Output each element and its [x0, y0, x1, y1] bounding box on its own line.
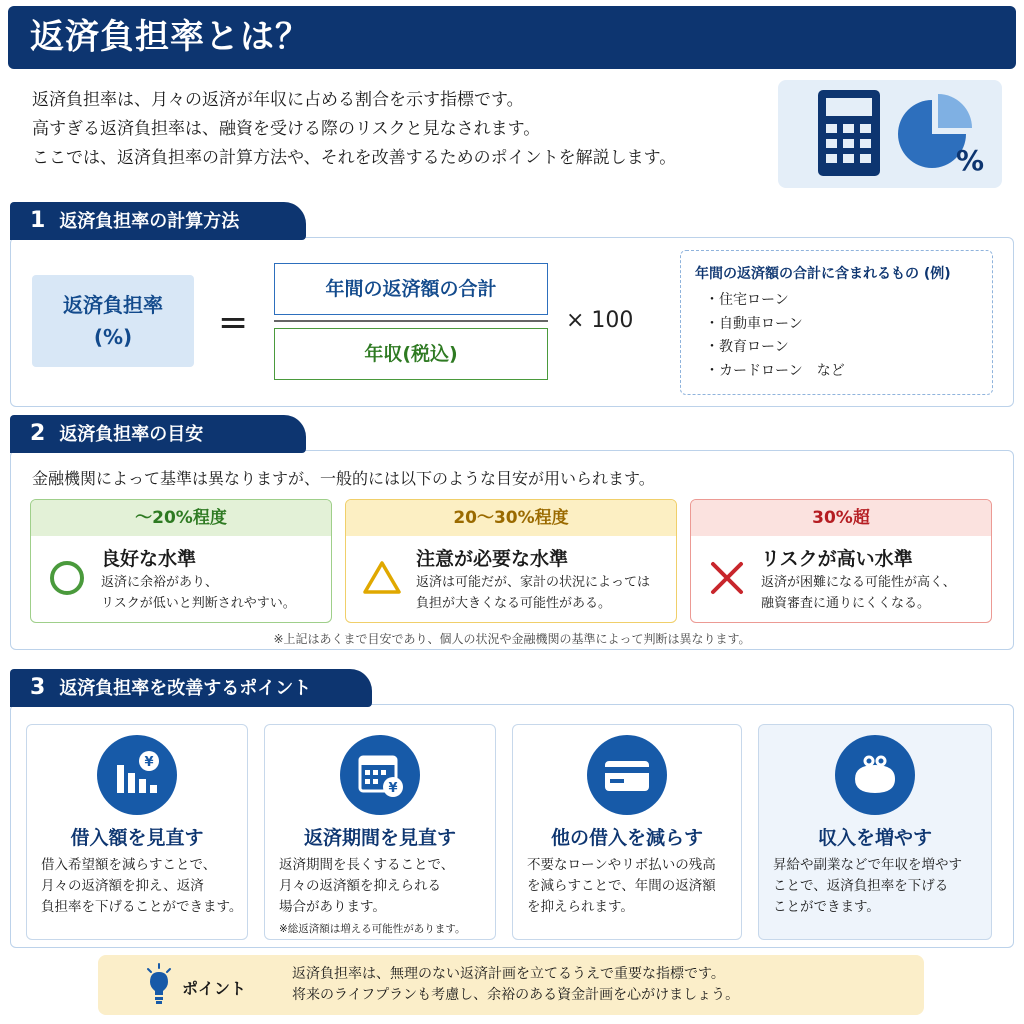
- tip-title: 他の借入を減らす: [550, 827, 703, 849]
- tip-title: 返済期間を見直す: [303, 827, 456, 849]
- level-card-caution: [345, 499, 677, 623]
- tip-line: 返済期間を長くすることで、: [279, 857, 455, 873]
- intro-illustration: [778, 80, 1002, 188]
- level-desc-line: 返済は可能だが、家計の状況によっては: [416, 575, 651, 590]
- triangle-icon: [362, 558, 402, 598]
- tip-title: 借入額を見直す: [70, 827, 204, 849]
- tip-line: 昇給や副業などで年収を増やす: [773, 857, 962, 873]
- guideline-lead: 金融機関によって基準は異なりますが、一般的には以下のような目安が用いられます。: [32, 469, 655, 488]
- formula-numerator: 年間の返済額の合計: [274, 263, 548, 315]
- tip-card: [264, 724, 496, 940]
- tip-line: 負担率を下げることができます。: [41, 899, 243, 915]
- section-heading-3: [10, 669, 372, 707]
- page-title: 返済負担率とは？: [8, 6, 1016, 69]
- tip-line: 月々の返済額を抑えられる: [279, 878, 441, 894]
- coin-purse-icon: [835, 735, 915, 815]
- tip-line: 月々の返済額を抑え、返済: [41, 878, 204, 894]
- list-item: ・住宅ローン: [705, 292, 789, 308]
- level-range: 〜20%程度: [31, 500, 331, 536]
- examples-list: [695, 289, 978, 383]
- level-title: 良好な水準: [101, 548, 197, 570]
- tip-title: 収入を増やす: [817, 827, 932, 849]
- tip-description: [773, 855, 962, 918]
- cross-icon: [707, 558, 747, 598]
- level-title: リスクが高い水準: [761, 548, 913, 570]
- formula-multiplier: × 100: [566, 308, 634, 333]
- section-title: 返済負担率の計算方法: [59, 211, 240, 232]
- percent-mark: %: [956, 144, 985, 177]
- circle-icon: [47, 558, 87, 598]
- level-desc-line: 返済に余裕があり、: [101, 575, 219, 590]
- level-description: [101, 572, 296, 614]
- level-description: [416, 572, 650, 614]
- tip-card: [758, 724, 992, 940]
- intro-line: 高すぎる返済負担率は、融資を受ける際のリスクと見なされます。: [32, 119, 541, 139]
- lightbulb-icon: [144, 962, 174, 1006]
- section-number: 1: [30, 208, 46, 233]
- point-line: 返済負担率は、無理のない返済計画を立てるうえで重要な指標です。: [292, 966, 725, 982]
- level-desc-line: 返済が困難になる可能性が高く、: [761, 575, 956, 590]
- rate-unit: (%): [93, 325, 133, 349]
- section-number: 2: [30, 421, 46, 446]
- intro-text: [32, 86, 772, 173]
- tip-description: [279, 855, 454, 918]
- point-line: 将来のライフプランも考慮し、余裕のある資金計画を心がけましょう。: [292, 987, 740, 1003]
- svg-text:¥: ¥: [144, 755, 154, 770]
- tip-line: 不要なローンやリボ払いの残高: [527, 857, 716, 873]
- examples-box: [680, 250, 993, 395]
- fraction-line: [274, 320, 548, 322]
- examples-title: 年間の返済額の合計に含まれるもの (例): [695, 266, 951, 282]
- calculator-icon: [816, 88, 896, 182]
- section-number: 3: [30, 675, 46, 700]
- section-title: 返済負担率を改善するポイント: [59, 678, 312, 699]
- tip-description: [41, 855, 242, 918]
- section-heading-2: [10, 415, 306, 453]
- tip-note: ※総返済額は増える可能性があります。: [279, 923, 466, 935]
- rate-label-box: [32, 275, 194, 367]
- level-desc-line: 融資審査に通りにくくなる。: [761, 596, 931, 611]
- list-item: ・カードローン など: [705, 362, 845, 379]
- level-range: 20〜30%程度: [346, 500, 676, 536]
- list-item: ・自動車ローン: [705, 315, 803, 332]
- section-title: 返済負担率の目安: [59, 424, 204, 445]
- level-description: [761, 572, 956, 614]
- section-heading-1: [10, 202, 306, 240]
- tip-line: ことで、返済負担率を下げる: [773, 878, 949, 894]
- svg-text:¥: ¥: [388, 781, 398, 796]
- tip-card: [512, 724, 742, 940]
- point-text: [292, 964, 739, 1006]
- tip-line: 場合があります。: [279, 899, 386, 915]
- point-label: ポイント: [182, 979, 247, 998]
- bar-chart-yen-icon: [97, 735, 177, 815]
- tip-line: ことができます。: [773, 899, 880, 915]
- list-item: ・教育ローン: [705, 339, 789, 355]
- level-title: 注意が必要な水準: [416, 548, 569, 570]
- level-card-risk: [690, 499, 992, 623]
- credit-card-icon: [587, 735, 667, 815]
- intro-line: ここでは、返済負担率の計算方法や、それを改善するためのポイントを解説します。: [32, 148, 677, 168]
- tip-line: 借入希望額を減らすことで、: [41, 857, 217, 873]
- tip-description: [527, 855, 716, 918]
- intro-line: 返済負担率は、月々の返済が年収に占める割合を示す指標です。: [32, 90, 524, 110]
- tip-card: [26, 724, 248, 940]
- level-desc-line: 負担が大きくなる可能性がある。: [416, 596, 612, 611]
- calendar-yen-icon: [340, 735, 420, 815]
- tip-line: を抑えられます。: [527, 899, 634, 915]
- tip-line: を減らすことで、年間の返済額: [527, 878, 716, 894]
- level-card-good: [30, 499, 332, 623]
- level-desc-line: リスクが低いと判断されやすい。: [101, 596, 296, 611]
- rate-label: 返済負担率: [63, 293, 163, 317]
- level-range: 30%超: [691, 500, 991, 536]
- equals-sign: =: [218, 302, 249, 343]
- formula-denominator: 年収(税込): [274, 328, 548, 380]
- guideline-note: ※上記はあくまで目安であり、個人の状況や金融機関の基準によって判断は異なります。: [273, 632, 751, 646]
